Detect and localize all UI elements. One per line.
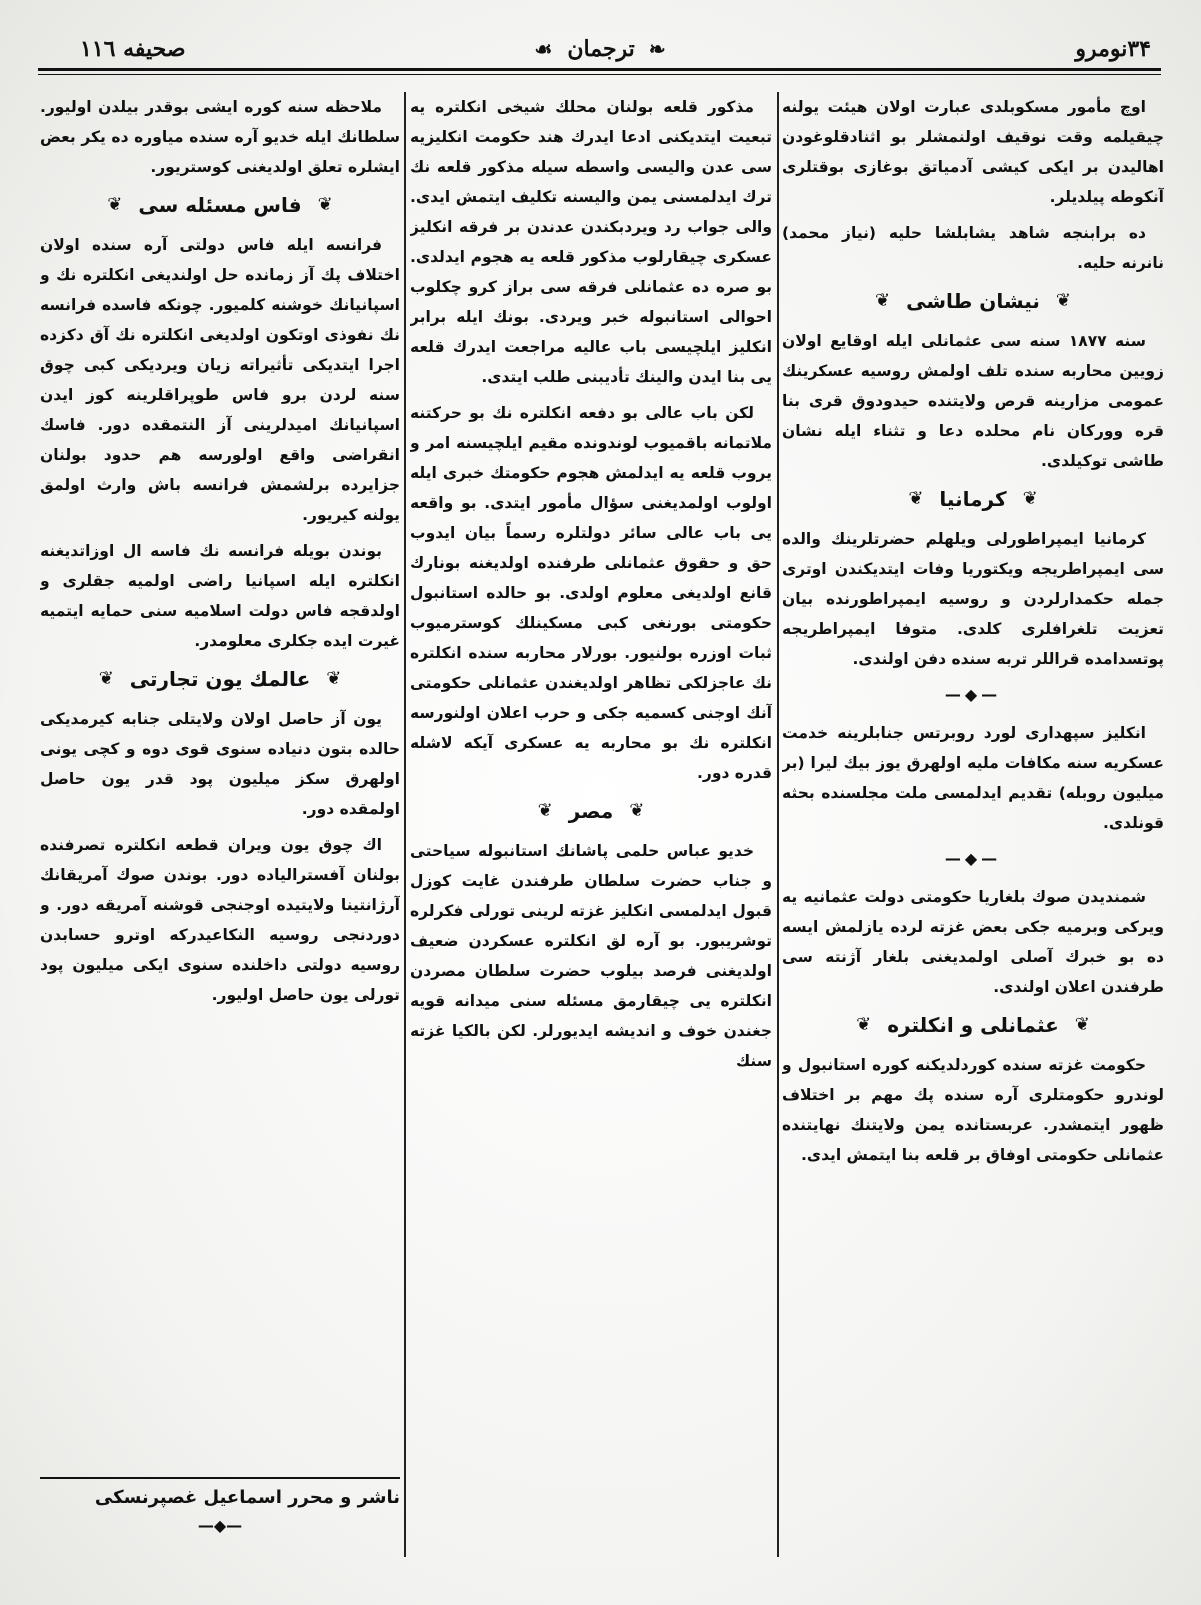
page-number: صحيفه ١١٦: [80, 36, 186, 62]
article-paragraph: لكن باب عالى بو دفعه انكلتره نك بو حركتنه ملاتمانه باقميوب لوندونده مقيم ايلچيسنه امر و يروب قلعه يه ايدلمش هجوم حكومتك خبرى ايله اولوب اولمديغنى سؤال مأمور ايتدى. بو واقعه يى باب عالى سائر دولتلره رسماً بيان ايدوب حق و حقوق عثمانلى طرفنده اولديغنه بونارك قانع اولديغى معلوم اولدى. بو حالده استانبول حكومتى بورنغى كبى مسكينلك كوسترميوب ثبات اوزره بولنيور. بورلار محاربه سنده انكلتره نك عاجزلكى تظاهر اولديغندن عثمانلى حكومتى آنك اوجنى كسميه جكى و حرب اعلان اولنورسه انكلتره نك بو محاربه يه عسكرى آيكه لاشله قدره دور.: [410, 404, 772, 782]
article-paragraph: اوچ مأمور مسكوبلدى عبارت اولان هيئت يولنه چيقيلمه وقت نوقيف اولنمشلر بو اثنادقلوغودن اهاليدن بر ايكى كيشى آدمياتق بوغازى بوقتلرى آنكوطه پيلديلر.: [782, 98, 1164, 206]
section-heading-text: عثمانلى و انكلتره: [887, 1013, 1059, 1037]
section-heading: [40, 664, 400, 694]
issue-number: ۳۴نومرو: [1075, 36, 1151, 62]
article-paragraph: يون آز حاصل اولان ولايتلى جنابه كيرمديكى حالده بتون دنياده سنوى قوى دوه و كچى يونى اولهرق سكز ميليون پود قدر يون حاصل اولمقده دور.: [40, 710, 400, 818]
masthead-rule: [38, 68, 1161, 75]
section-heading: [40, 190, 400, 220]
column-divider: [404, 92, 406, 1557]
article-paragraph: شمنديدن صوك بلغاريا حكومتى دولت عثمانيه يه ويركى وبرميه جكى بعض غزته لرده يازلمش ايسه ده بو خبرك آصلى اولمديغنى بلغار آژنته سى طرفندن اعلان اولندى.: [782, 888, 1164, 996]
ornament-icon: ❦: [908, 488, 924, 509]
ornament-icon: ❦: [875, 290, 891, 311]
ornament-icon: ❦: [107, 194, 123, 215]
section-heading: [782, 286, 1164, 316]
ornament-icon: ❦: [1074, 1014, 1090, 1035]
ornament-icon: ☙: [534, 37, 554, 61]
article-paragraph: اك چوق يون ويران قطعه انكلتره تصرفنده بولنان آفسترالياده دور. بوندن صوك آمريقانك آرژانتينا ولايتيده اوجنجى قوشنه آمريقه دور. و دوردنجى روسيه النكاعيدركه اوترو حسابدن روسيه دولتى داخلنده سنوى ايكى ميليون پود تورلى يون حاصل اوليور.: [40, 836, 400, 1004]
newspaper-title: [534, 36, 666, 62]
article-paragraph: انكليز سپهدارى لورد روبرتس جنابلرينه خدمت عسكريه سنه مكافات مليه اولهرق يوز بيك ليرا (بر ميليون روبله) تقديم ايدلمسى ملت مجلسنده بحثه قونلدى.: [782, 724, 1164, 832]
ornament-icon: ❦: [1055, 290, 1072, 311]
footer-rule: [40, 1477, 400, 1479]
ornament-icon: ❦: [317, 194, 333, 215]
section-heading-text: نيشان طاشى: [906, 289, 1040, 313]
article-paragraph: مذكور قلعه بولنان محلك شيخى انكلتره يه تبعيت ايتديكنى ادعا ايدرك هند حكومت انكليزيه سى عدن واليسى واسطه سيله مذكور قلعه نك ترك ايدلمسنى يمن واليسنه تكليف ايتمش ايدى. والى جواب رد ويردبكندن عدندن بر فرقه انكليز عسكرى چيقارلوب مذكور قلعه يه هجوم ايدلدى. بو صره ده عثمانلى فرقه سى براز كرو چكلوب احوالى استانبوله خبر ويردى. بونك ايله برابر انكليز ايلچيسى باب عاليه مراجعت ايدرك قلعه يى بنا ايدن والينك تأديبنى طلب ايتدى.: [410, 98, 772, 386]
diamond-icon: —◆—: [944, 685, 1002, 704]
ornament-icon: ❦: [629, 800, 645, 821]
article-paragraph: ده برابنجه شاهد يشابلشا حليه (نياز محمد) نانرنه حليه.: [782, 224, 1164, 272]
publisher-footer: [40, 1477, 400, 1535]
article-paragraph: كرمانيا ايمپراطورلى ويلهلم حضرتلرينك والده سى ايمپراطريجه ويكتوريا وفات ايتديكندن اوترى جمله حكمدارلردن و روسيه ايمپراطورنده بيان تعزيت تلغرافلرى كلدى. متوفا ايمپراطريجه پوتسدامده قراللر تربه سنده دفن اولندى.: [782, 530, 1164, 668]
ornament-icon: ❦: [856, 1014, 872, 1035]
article-paragraph: فرانسه ايله فاس دولتى آره سنده اولان اختلاف پك آز زمانده حل اولنديغى انكلتره نك و اسپانيانك خوشنه كلميور. چونكه فاسده فرانسه نك نفوذى اوتكون اولديغى انكلتره نك آق دكزده اجرا ايتديكى تأثيراته زيان ويرديكى كبى چوق سنه لردن برو فاس طوپراقلرينه كوز ايدن اسپانيانك اميدلرينى آز النتمقده دور. فاسك انقراضى واقع اولورسه هم حدود بولنان جزايرده برلشمش فرانسه باش وارث اولمق يولنه كيريور.: [40, 236, 400, 524]
ornament-icon: ❦: [537, 800, 553, 821]
separator-ornament: [782, 680, 1164, 710]
diamond-icon: —◆—: [197, 1516, 243, 1535]
section-heading: [410, 796, 772, 826]
section-heading: [782, 484, 1164, 514]
section-heading: [782, 1010, 1164, 1040]
article-paragraph: ملاحظه سنه كوره ايشى بوقدر بيلدن اوليور. سلطانك ايله خديو آره سنده مياوره ده يكر بعض ايشلره تعلق اولديغنى كوستريور.: [40, 98, 400, 176]
ornament-icon: ❦: [326, 668, 342, 689]
separator-ornament: [782, 844, 1164, 874]
section-heading-text: كرمانيا: [939, 487, 1007, 511]
ornament-icon: ❧: [648, 37, 667, 61]
column-right: [782, 92, 1164, 1557]
newspaper-title-text: ترجمان: [567, 36, 635, 62]
publisher-line: ناشر و محرر اسماعيل غصپرنسكى: [94, 1487, 400, 1508]
article-paragraph: حكومت غزته سنده كوردلديكنه كوره استانبول و لوندرو حكومتلرى آره سنده پك مهم بر اختلاف ظهور ايتمشدر. عربستانده يمن ولايتنك نهايتنده عثمانلى حكومتى اوفاق بر قلعه بنا ايتمش ايدى.: [782, 1056, 1164, 1164]
article-paragraph: سنه ۱۸۷۷ سنه سى عثمانلى ايله اوقايع اولان زويين محاربه سنده تلف اولمش روسيه عسكرينك عمومى مزارينه قرص ولايتنده حيدودوق قرى بنا قره ووركان نام محلده دعا و تثناء ايله نشان طاشى توكيلدى.: [782, 332, 1164, 470]
diamond-icon: —◆—: [944, 849, 1002, 868]
section-heading-text: عالمك يون تجارتى: [129, 667, 311, 691]
ornament-icon: ❦: [98, 668, 114, 689]
section-heading-text: فاس مسئله سى: [138, 193, 302, 217]
column-middle: [410, 92, 772, 1557]
section-heading-text: مصر: [568, 799, 614, 823]
column-divider: [777, 92, 779, 1557]
article-paragraph: بوندن بويله فرانسه نك فاسه ال اوزاتديغنه انكلتره ايله اسپانيا راضى اولميه جقلرى و اولدقجه فاس دولت اسلاميه سنى حمايه ايتميه غيرت ايده جكلرى معلومدر.: [40, 542, 400, 650]
article-paragraph: خديو عباس حلمى پاشانك استانبوله سياحتى و جناب حضرت سلطان طرفندن غايت كوزل قبول ايدلمسى انكليز غزته لرينى تورلى فكرلره توشريبور. بو آره لق انكلتره عسكردن ضعيف اولديغنى فرصد بيلوب حضرت سلطان مصردن انكلتره يى چيقارمق مسئله سنى ميدانه قويه جغندن خوف و انديشه ايديورلر. لكن بالكيا غزته سنك: [410, 842, 772, 1070]
column-left: [40, 92, 400, 1557]
ornament-icon: ❦: [1022, 488, 1038, 509]
